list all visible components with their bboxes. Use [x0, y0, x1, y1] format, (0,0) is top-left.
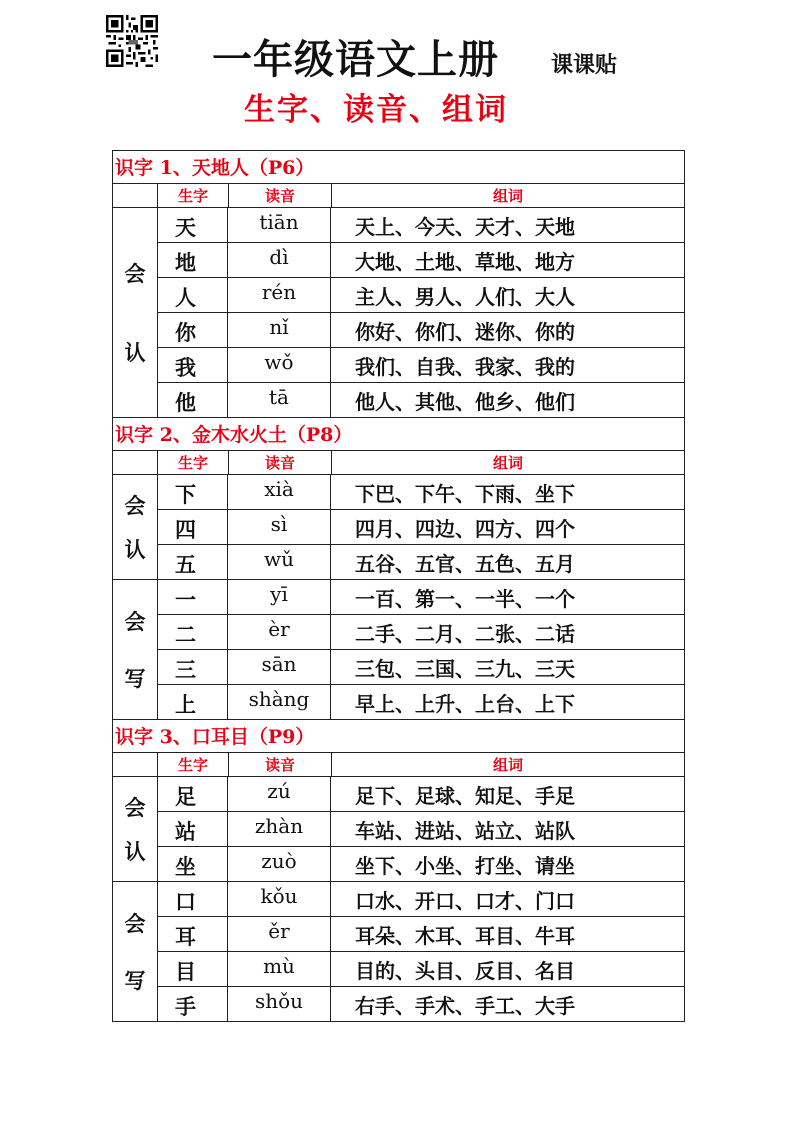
pinyin-cell: kǒu: [228, 882, 331, 916]
column-header-row: [113, 184, 684, 208]
section-title: 识字 1、天地人（P6）: [113, 151, 684, 184]
group-label-char: 认: [124, 839, 146, 865]
char-cell: 天: [158, 208, 228, 242]
words-cell: 四月、四边、四方、四个: [355, 517, 575, 541]
table-row: [158, 208, 684, 242]
char-cell: 人: [158, 278, 228, 312]
words-cell: 目的、头目、反目、名目: [355, 959, 575, 983]
pinyin-cell: tā: [228, 383, 331, 417]
group-rows: [158, 475, 684, 579]
char-cell: 我: [158, 348, 228, 382]
group-label: [113, 580, 158, 719]
group-rows: [158, 580, 684, 719]
char-cell: 二: [158, 615, 228, 649]
pinyin-cell: rén: [228, 278, 331, 312]
pinyin-cell: zhàn: [228, 812, 331, 846]
words-cell: 早上、上升、上台、上下: [355, 692, 575, 716]
table-row: [158, 382, 684, 417]
char-cell: 五: [158, 545, 228, 579]
group-label-char: 会: [124, 260, 146, 286]
pinyin-cell: èr: [228, 615, 331, 649]
column-header-char: 生字: [158, 753, 229, 776]
pinyin-cell: wǔ: [228, 545, 331, 579]
table-row: [158, 242, 684, 277]
char-cell: 上: [158, 685, 228, 719]
words-cell: 二手、二月、二张、二话: [355, 622, 575, 646]
qr-code-icon: [106, 15, 158, 67]
column-header-row: [113, 753, 684, 777]
words-cell: 天上、今天、天才、天地: [355, 215, 575, 239]
table-row: [158, 811, 684, 846]
group-label-char: 写: [124, 665, 146, 691]
pinyin-cell: mù: [228, 952, 331, 986]
group-label: [113, 777, 158, 881]
table-row: [158, 277, 684, 312]
group-label: [113, 208, 158, 417]
page-tag: 课课贴: [551, 52, 618, 78]
char-cell: 你: [158, 313, 228, 347]
words-cell: 口水、开口、口才、门口: [355, 889, 575, 913]
char-cell: 一: [158, 580, 228, 614]
column-header-pinyin: 读音: [229, 184, 332, 207]
pinyin-cell: shàng: [228, 685, 331, 719]
char-group: [113, 208, 684, 417]
char-cell: 站: [158, 812, 228, 846]
char-group: [113, 881, 684, 1021]
table-row: [158, 347, 684, 382]
group-label: [113, 475, 158, 579]
table-row: [158, 882, 684, 916]
group-label-char: 写: [124, 967, 146, 993]
group-label-char: 会: [124, 794, 146, 820]
table-row: [158, 580, 684, 614]
words-cell: 足下、足球、知足、手足: [355, 784, 575, 808]
words-cell: 三包、三国、三九、三天: [355, 657, 575, 681]
table-row: [158, 509, 684, 544]
table-row: [158, 916, 684, 951]
words-cell: 耳朵、木耳、耳目、牛耳: [355, 924, 575, 948]
pinyin-cell: dì: [228, 243, 331, 277]
column-header-char: 生字: [158, 184, 229, 207]
words-cell: 一百、第一、一半、一个: [355, 587, 575, 611]
column-header-words: 组词: [492, 756, 523, 774]
pinyin-cell: zuò: [228, 847, 331, 881]
char-cell: 下: [158, 475, 228, 509]
words-cell: 下巴、下午、下雨、坐下: [355, 482, 575, 506]
pinyin-cell: sān: [228, 650, 331, 684]
table-row: [158, 684, 684, 719]
words-cell: 你好、你们、迷你、你的: [355, 320, 575, 344]
header-spacer: [113, 184, 158, 207]
table-row: [158, 312, 684, 347]
group-label-char: 会: [124, 609, 146, 635]
page-subtitle: 生字、读音、组词: [244, 92, 508, 128]
group-label-char: 认: [124, 340, 146, 366]
pinyin-cell: yī: [228, 580, 331, 614]
char-cell: 坐: [158, 847, 228, 881]
group-rows: [158, 777, 684, 881]
pinyin-cell: xià: [228, 475, 331, 509]
words-cell: 大地、土地、草地、地方: [355, 250, 575, 274]
char-group: [113, 579, 684, 719]
group-rows: [158, 208, 684, 417]
char-cell: 他: [158, 383, 228, 417]
column-header-char: 生字: [158, 451, 229, 474]
table-row: [158, 475, 684, 509]
pinyin-cell: tiān: [228, 208, 331, 242]
char-cell: 地: [158, 243, 228, 277]
table-row: [158, 614, 684, 649]
group-label-char: 认: [124, 537, 146, 563]
header-spacer: [113, 753, 158, 776]
pinyin-cell: wǒ: [228, 348, 331, 382]
pinyin-cell: nǐ: [228, 313, 331, 347]
char-cell: 手: [158, 987, 228, 1021]
char-cell: 耳: [158, 917, 228, 951]
words-cell: 车站、进站、站立、站队: [355, 819, 575, 843]
char-cell: 三: [158, 650, 228, 684]
header-spacer: [113, 451, 158, 474]
char-cell: 四: [158, 510, 228, 544]
pinyin-cell: sì: [228, 510, 331, 544]
section-title: 识字 2、金木水火土（P8）: [113, 417, 684, 451]
char-cell: 足: [158, 777, 228, 811]
section-title: 识字 3、口耳目（P9）: [113, 719, 684, 753]
group-label: [113, 882, 158, 1021]
table-row: [158, 846, 684, 881]
char-group: [113, 777, 684, 881]
words-cell: 坐下、小坐、打坐、请坐: [355, 854, 575, 878]
table-row: [158, 986, 684, 1021]
words-cell: 我们、自我、我家、我的: [355, 355, 575, 379]
group-label-char: 会: [124, 911, 146, 937]
column-header-row: [113, 451, 684, 475]
column-header-words: 组词: [492, 187, 523, 205]
group-rows: [158, 882, 684, 1021]
words-cell: 右手、手术、手工、大手: [355, 994, 575, 1018]
words-cell: 他人、其他、他乡、他们: [355, 390, 575, 414]
table-row: [158, 951, 684, 986]
pinyin-cell: shǒu: [228, 987, 331, 1021]
table-row: [158, 649, 684, 684]
pinyin-cell: ěr: [228, 917, 331, 951]
words-cell: 五谷、五官、五色、五月: [355, 552, 575, 576]
page-title: 一年级语文上册: [212, 36, 499, 83]
group-label-char: 会: [124, 492, 146, 518]
words-cell: 主人、男人、人们、大人: [355, 285, 575, 309]
table-row: [158, 544, 684, 579]
column-header-pinyin: 读音: [229, 451, 332, 474]
column-header-pinyin: 读音: [229, 753, 332, 776]
pinyin-cell: zú: [228, 777, 331, 811]
char-group: [113, 475, 684, 579]
vocab-table: [112, 150, 685, 1022]
table-row: [158, 777, 684, 811]
char-cell: 目: [158, 952, 228, 986]
column-header-words: 组词: [492, 454, 523, 472]
char-cell: 口: [158, 882, 228, 916]
